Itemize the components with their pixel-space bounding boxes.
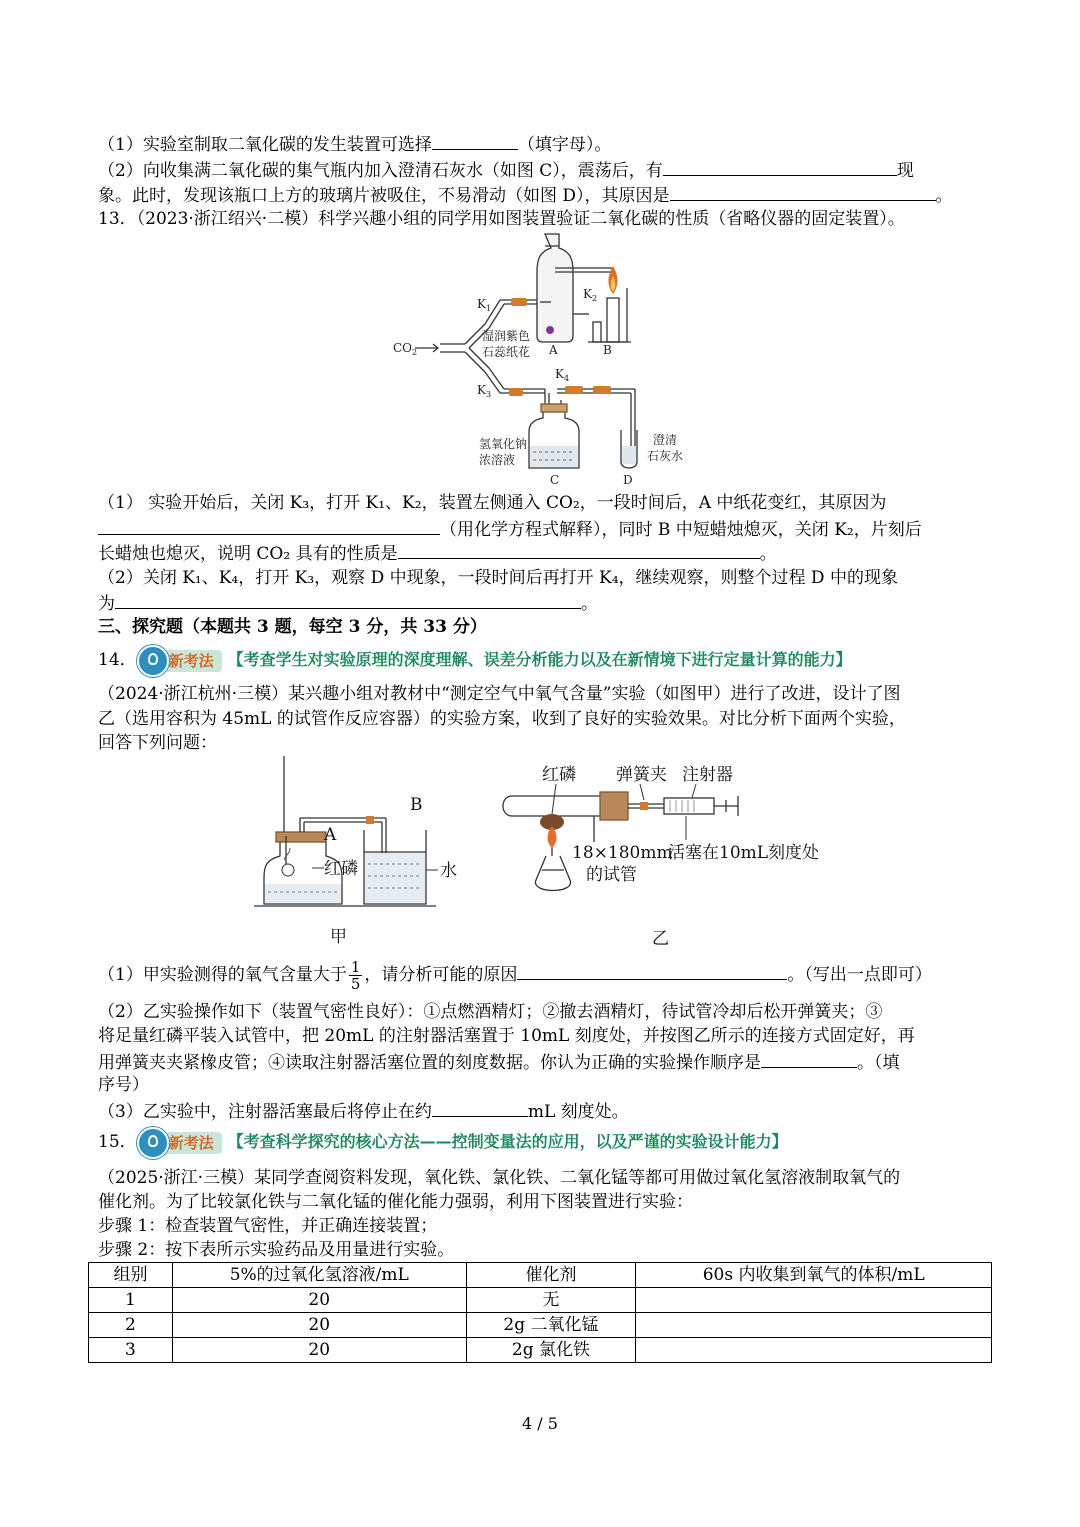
answer-blank[interactable] [398, 540, 760, 559]
q15-focus: 【考查科学探究的核心方法——控制变量法的应用，以及严谨的实验设计能力】 [227, 1132, 788, 1151]
svg-text:注射器: 注射器 [682, 765, 733, 785]
q14-header [98, 648, 852, 673]
answer-blank[interactable] [670, 182, 936, 201]
answer-blank[interactable] [432, 131, 518, 150]
svg-text:K2: $K_2$ [583, 287, 598, 303]
q14-stem3: 回答下列问题： [98, 733, 217, 753]
svg-text:湿润紫色: 湿润紫色 [482, 329, 531, 343]
svg-text:红磷: 红磷 [542, 765, 576, 785]
table-cell: 2 [89, 1313, 173, 1338]
table-cell[interactable] [636, 1338, 992, 1363]
svg-text:B: B [410, 795, 423, 815]
svg-text:乙: 乙 [652, 929, 669, 949]
new-method-badge [141, 649, 222, 673]
q14-part1-text: （1）甲实验测得的氧气含量大于 [98, 965, 347, 985]
q15-step2: 步骤 2：按下表所示实验药品及用量进行实验。 [98, 1240, 455, 1260]
fraction-one-fifth [349, 959, 363, 992]
svg-text:甲: 甲 [330, 927, 347, 947]
q14-part1-end: 。（写出一点即可） [787, 965, 932, 985]
q14-part2-e: 序号） [98, 1075, 149, 1095]
q13-part1-cont2 [98, 540, 777, 566]
q14-part2-text4: 。（填 [857, 1053, 900, 1073]
svg-text:红磷: 红磷 [324, 859, 358, 879]
answer-blank[interactable] [432, 1098, 528, 1117]
svg-text:澄清: 澄清 [653, 433, 678, 447]
table-header-cell: 5%的过氧化氢溶液/mL [172, 1263, 466, 1288]
table-row [89, 1338, 992, 1363]
svg-text:B: B [603, 343, 612, 357]
svg-text:D: D [623, 473, 633, 487]
q14-number: 14． [98, 650, 137, 670]
answer-blank[interactable] [761, 1049, 857, 1068]
badge-label: 新考法 [141, 650, 222, 672]
q12-part2-text2: 象。此时，发现该瓶口上方的玻璃片被吸住，不易滑动（如图 D），其原因是 [98, 186, 670, 206]
svg-text:活塞在10mL刻度处: 活塞在10mL刻度处 [668, 843, 820, 863]
svg-text:石灰水: 石灰水 [647, 449, 684, 463]
svg-text:K4: $K_4$ [555, 367, 570, 383]
new-method-badge [141, 1131, 222, 1155]
q15-step1: 步骤 1：检查装置气密性，并正确连接装置； [98, 1216, 438, 1236]
table-header-cell: 60s 内收集到氧气的体积/mL [636, 1263, 992, 1288]
q14-part3 [98, 1098, 629, 1124]
q15-number: 15． [98, 1132, 137, 1152]
q13-part2-end: 。 [581, 594, 598, 614]
table-row [89, 1288, 992, 1313]
table-cell[interactable] [636, 1313, 992, 1338]
svg-text:的试管: 的试管 [586, 865, 637, 885]
table-cell: 2g 氯化铁 [466, 1338, 636, 1363]
table-header-cell: 组别 [89, 1263, 173, 1288]
fraction-numerator: 1 [350, 958, 361, 976]
q13-part1-cont [98, 516, 922, 542]
q12-part2 [98, 157, 914, 183]
q14-figure-jia [250, 756, 480, 951]
q15-header [98, 1130, 788, 1155]
q14-part3-text: （3）乙实验中，注射器活塞最后将停止在约 [98, 1102, 432, 1122]
q13-part2: （2）关闭 K₁、K₄，打开 K₃，观察 D 中现象，一段时间后再打开 K₄，继续观察，则整个过程 D 中的现象 [98, 568, 898, 588]
page-number: 4 / 5 [522, 1414, 558, 1433]
svg-text:18×180mm: 18×180mm [572, 843, 673, 863]
q13-part1-text3: 长蜡烛也熄灭，说明 CO₂ 具有的性质是 [98, 544, 398, 564]
table-cell: 20 [172, 1338, 466, 1363]
table-row [89, 1313, 992, 1338]
q13-apparatus-figure [385, 228, 705, 490]
q12-part2-text: （2）向收集满二氧化碳的集气瓶内加入澄清石灰水（如图 C），震荡后，有 [98, 161, 663, 181]
table-cell: 3 [89, 1338, 173, 1363]
svg-text:浓溶液: 浓溶液 [479, 453, 516, 467]
table-cell: 1 [89, 1288, 173, 1313]
q14-stem1: （2024·浙江杭州·三模）某兴趣小组对教材中“测定空气中氧气含量”实验（如图甲）进行了改进，设计了图 [98, 684, 901, 704]
table-header-cell: 催化剂 [466, 1263, 636, 1288]
q12-part2-cont [98, 182, 953, 208]
svg-text:A: A [324, 825, 337, 845]
badge-label: 新考法 [141, 1132, 222, 1154]
q14-figure-yi [490, 760, 850, 950]
table-cell: 2g 二氧化锰 [466, 1313, 636, 1338]
q14-focus: 【考查学生对实验原理的深度理解、误差分析能力以及在新情境下进行定量计算的能力】 [227, 650, 852, 669]
svg-text:CO2: $CO_2$ [393, 341, 418, 357]
q14-part1-text2: ，请分析可能的原因 [364, 965, 518, 985]
q12-part2-end: 。 [935, 186, 953, 206]
svg-text:K3: $K_3$ [477, 383, 492, 399]
table-cell[interactable] [636, 1288, 992, 1313]
q13-part1: （1） 实验开始后，关闭 K₃，打开 K₁、K₂，装置左侧通入 CO₂，一段时间后，A 中纸花变红，其原因为 [98, 493, 887, 513]
table-header-row [89, 1263, 992, 1288]
q12-part1-suffix: （填字母）。 [517, 135, 612, 155]
bulb-icon [137, 645, 169, 677]
svg-text:石蕊纸花: 石蕊纸花 [482, 345, 531, 359]
q12-part2-suffix: 现 [896, 161, 914, 181]
answer-blank[interactable] [98, 516, 440, 535]
q15-stem1: （2025·浙江·三模）某同学查阅资料发现，氧化铁、氯化铁、二氧化锰等都可用做过氧化氢溶液制取氧气的 [98, 1168, 901, 1188]
q13-part1-text2: （用化学方程式解释），同时 B 中短蜡烛熄灭，关闭 K₂，片刻后 [440, 520, 922, 540]
q13-part2-cont [98, 590, 598, 616]
answer-blank[interactable] [663, 157, 897, 176]
svg-text:K1: $K_1$ [477, 297, 492, 313]
answer-blank[interactable] [115, 590, 581, 609]
fraction-denominator: 5 [350, 975, 361, 993]
q13-stem: 13．（2023·浙江绍兴·二模）科学兴趣小组的同学用如图装置验证二氧化碳的性质（省略仪器的固定装置）。 [98, 209, 905, 229]
q14-part1 [98, 959, 932, 992]
q14-part2-b: 将足量红磷平装入试管中，把 20mL 的注射器活塞置于 10mL 刻度处，并按图乙所示的连接方式固定好，再 [98, 1026, 915, 1046]
q14-stem2: 乙（选用容积为 45mL 的试管作反应容器）的实验方案，收到了良好的实验效果。对比分析下面两个实验， [98, 709, 906, 729]
section-heading: 三、探究题（本题共 3 题，每空 3 分，共 33 分） [98, 617, 487, 637]
svg-text:水: 水 [440, 861, 457, 881]
table-cell: 20 [172, 1313, 466, 1338]
q14-part2: （2）乙实验操作如下（装置气密性良好）：①点燃酒精灯；②撤去酒精灯，待试管冷却后松开弹簧夹；③ [98, 1002, 883, 1022]
q13-part1-end: 。 [759, 544, 777, 564]
answer-blank[interactable] [517, 961, 787, 980]
bulb-icon [137, 1127, 169, 1159]
table-cell: 无 [466, 1288, 636, 1313]
q14-part3-end: mL 刻度处。 [527, 1102, 629, 1122]
svg-text:A: A [549, 343, 558, 357]
q12-part1-text: （1）实验室制取二氧化碳的发生装置可选择 [98, 135, 432, 155]
q14-part2-c [98, 1049, 900, 1075]
svg-text:弹簧夹: 弹簧夹 [616, 765, 667, 785]
q15-stem2: 催化剂。为了比较氯化铁与二氧化锰的催化能力强弱，利用下图装置进行实验： [98, 1192, 693, 1212]
table-cell: 20 [172, 1288, 466, 1313]
q12-part1 [98, 131, 611, 157]
svg-text:氢氧化钠: 氢氧化钠 [479, 437, 528, 451]
q13-part2-text2: 为 [98, 594, 115, 614]
q15-data-table [88, 1262, 992, 1363]
svg-text:C: C [550, 473, 560, 487]
q14-part2-text3: 用弹簧夹夹紧橡皮管；④读取注射器活塞位置的刻度数据。你认为正确的实验操作顺序是 [98, 1053, 761, 1073]
